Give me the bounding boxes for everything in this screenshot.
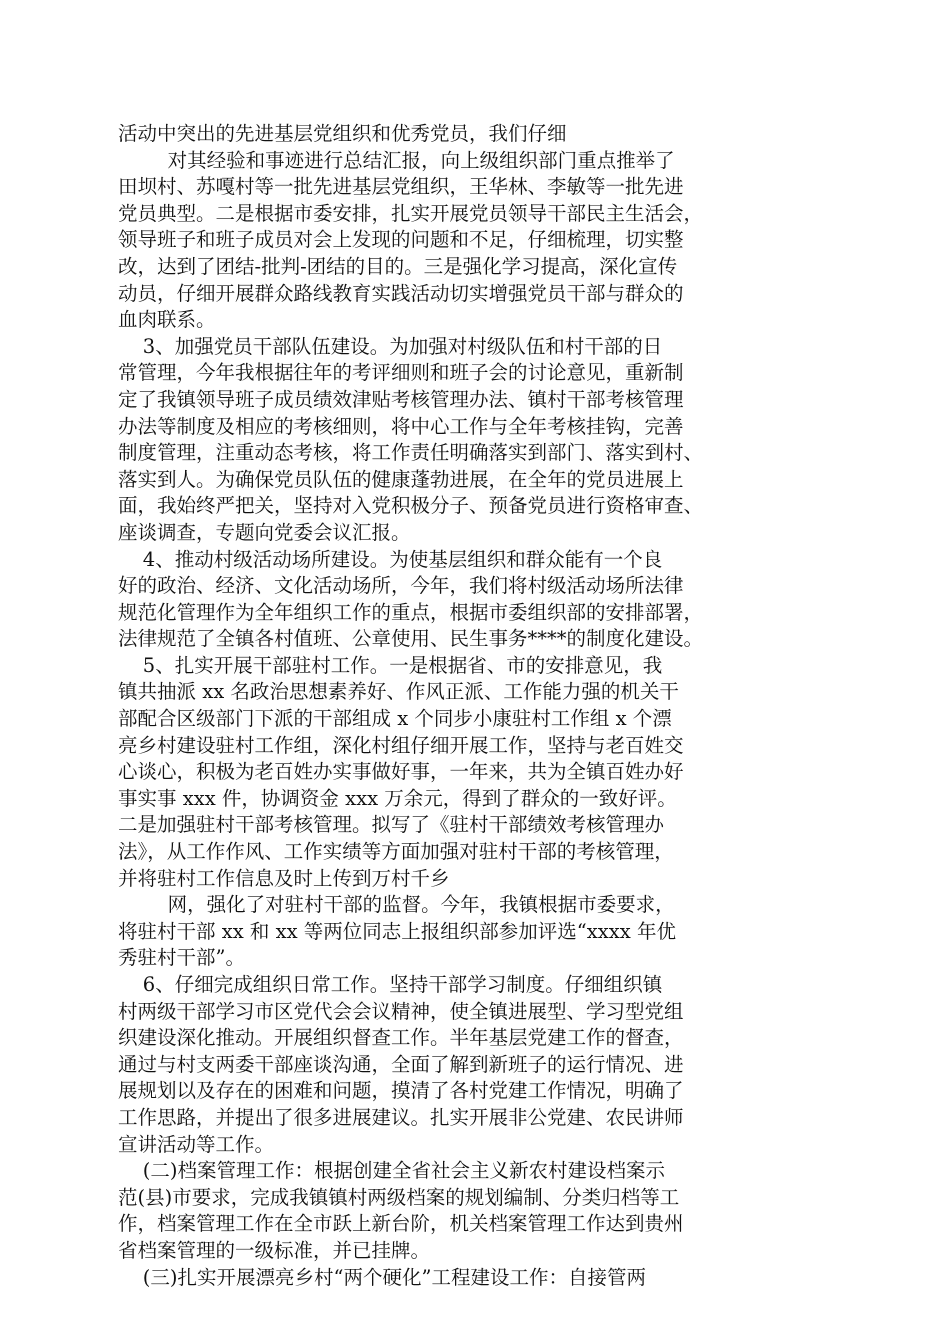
text-line: (三)扎实开展漂亮乡村“两个硬化”工程建设工作：自接管两 — [118, 1265, 646, 1289]
text-line: 5、扎实开展干部驻村工作。一是根据省、市的安排意见，我 — [118, 653, 663, 677]
text-line: 面，我始终严把关，坚持对入党积极分子、预备党员进行资格审查、 — [118, 494, 704, 518]
text-line: 二是加强驻村干部考核管理。拟写了《驻村干部绩效考核管理办 — [118, 813, 665, 837]
text-line: 省档案管理的一级标准，并已挂牌。 — [118, 1238, 431, 1262]
text-line: (二)档案管理工作：根据创建全省社会主义新农村建设档案示 — [118, 1159, 666, 1183]
text-line: 镇共抽派 xx 名政治思想素养好、作风正派、工作能力强的机关干 — [118, 680, 679, 704]
text-line: 定了我镇领导班子成员绩效津贴考核管理办法、镇村干部考核管理 — [118, 387, 684, 411]
text-line: 心谈心，积极为老百姓办实事做好事，一年来，共为全镇百姓办好 — [118, 760, 684, 784]
text-line: 田坝村、苏嘎村等一批先进基层党组织，王华林、李敏等一批先进 — [118, 175, 684, 199]
text-line: 党员典型。二是根据市委安排，扎实开展党员领导干部民主生活会， — [118, 201, 704, 225]
text-line: 领导班子和班子成员对会上发现的问题和不足，仔细梳理，切实整 — [118, 228, 684, 252]
text-line: 秀驻村干部”。 — [118, 946, 245, 970]
text-line: 法》，从工作作风、工作实绩等方面加强对驻村干部的考核管理， — [118, 840, 674, 864]
text-line: 好的政治、经济、文化活动场所，今年，我们将村级活动场所法律 — [118, 574, 684, 598]
text-line: 范(县)市要求，完成我镇镇村两级档案的规划编制、分类归档等工 — [118, 1185, 680, 1209]
text-line: 织建设深化推动。开展组织督查工作。半年基层党建工作的督查， — [118, 1026, 684, 1050]
text-line: 座谈调查，专题向党委会议汇报。 — [118, 520, 411, 544]
text-line: 3、加强党员干部队伍建设。为加强对村级队伍和村干部的日 — [118, 334, 663, 358]
text-line: 办法等制度及相应的考核细则，将中心工作与全年考核挂钩，完善 — [118, 414, 684, 438]
text-line: 改，达到了团结-批判-团结的目的。三是强化学习提高，深化宣传 — [118, 254, 678, 278]
text-line: 部配合区级部门下派的干部组成 x 个同步小康驻村工作组 x 个漂 — [118, 707, 672, 731]
text-line: 网，强化了对驻村干部的监督。今年，我镇根据市委要求， — [118, 893, 675, 917]
text-line: 将驻村干部 xx 和 xx 等两位同志上报组织部参加评选“xxxx 年优 — [118, 919, 676, 943]
text-line: 亮乡村建设驻村工作组，深化村组仔细开展工作，坚持与老百姓交 — [118, 733, 684, 757]
text-line: 规范化管理作为全年组织工作的重点，根据市委组织部的安排部署， — [118, 600, 704, 624]
text-line: 宣讲活动等工作。 — [118, 1132, 275, 1156]
text-line: 6、仔细完成组织日常工作。坚持干部学习制度。仔细组织镇 — [118, 973, 663, 996]
text-line: 村两级干部学习市区党代会会议精神，使全镇进展型、学习型党组 — [118, 999, 684, 1023]
text-line: 活动中突出的先进基层党组织和优秀党员，我们仔细 — [118, 122, 567, 145]
text-line: 展规划以及存在的困难和问题，摸清了各村党建工作情况，明确了 — [118, 1079, 684, 1103]
text-line: 对其经验和事迹进行总结汇报，向上级组织部门重点推举了 — [118, 148, 675, 172]
text-line: 作，档案管理工作在全市跃上新台阶，机关档案管理工作达到贵州 — [118, 1212, 684, 1236]
text-line: 制度管理，注重动态考核，将工作责任明确落实到部门、落实到村、 — [118, 441, 704, 465]
text-line: 工作思路，并提出了很多进展建议。扎实开展非公党建、农民讲师 — [118, 1105, 684, 1129]
text-line: 法律规范了全镇各村值班、公章使用、民生事务****的制度化建设。 — [118, 627, 704, 651]
text-line: 通过与村支两委干部座谈沟通，全面了解到新班子的运行情况、进 — [118, 1052, 684, 1076]
text-line: 事实事 xxx 件，协调资金 xxx 万余元，得到了群众的一致好评。 — [118, 786, 677, 810]
text-line: 常管理，今年我根据往年的考评细则和班子会的讨论意见，重新制 — [118, 361, 684, 385]
text-line: 落实到人。为确保党员队伍的健康蓬勃进展，在全年的党员进展上 — [118, 467, 684, 491]
text-line: 动员，仔细开展群众路线教育实践活动切实增强党员干部与群众的 — [118, 281, 684, 305]
text-line: 血肉联系。 — [118, 308, 216, 332]
text-line: 并将驻村工作信息及时上传到万村千乡 — [118, 866, 450, 890]
text-line: 4、推动村级活动场所建设。为使基层组织和群众能有一个良 — [118, 547, 663, 571]
document-body — [118, 121, 830, 1291]
